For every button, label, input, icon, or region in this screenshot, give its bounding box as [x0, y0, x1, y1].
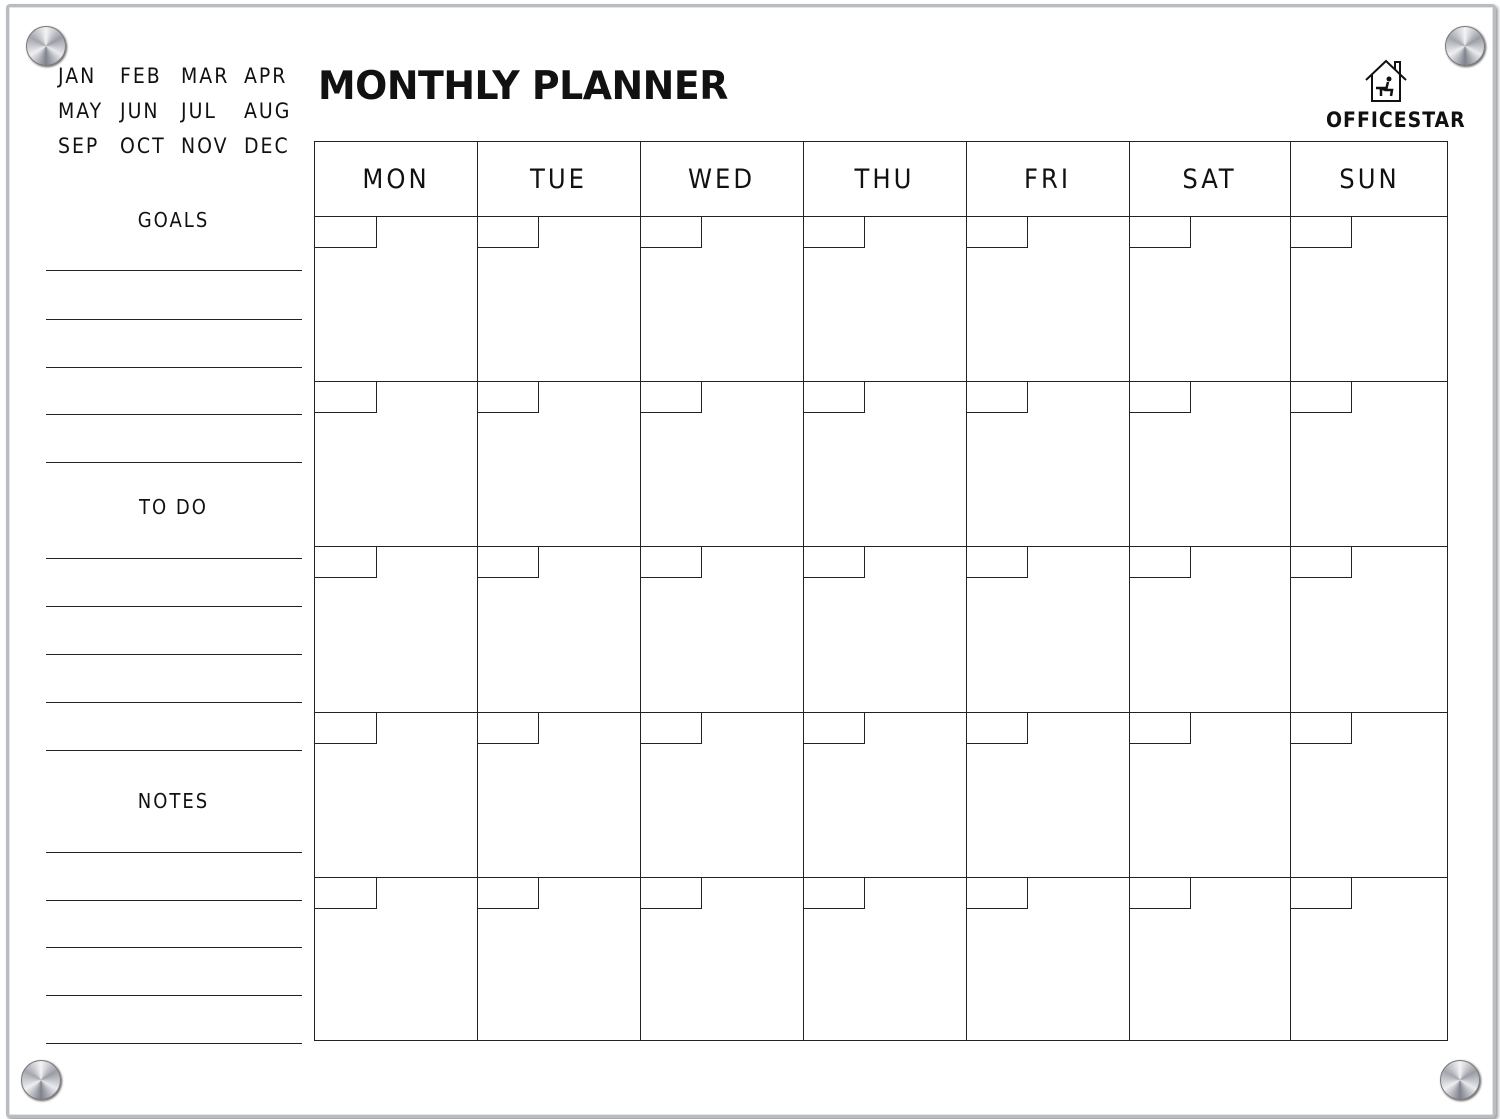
date-box: [1290, 712, 1352, 744]
writing-line: [46, 367, 302, 368]
writing-line: [46, 558, 302, 559]
date-box: [315, 712, 377, 744]
month: OCT: [120, 134, 166, 158]
date-box: [315, 216, 377, 248]
date-box: [803, 381, 865, 413]
day-header-tue: TUE: [530, 163, 587, 195]
month-list: [58, 64, 294, 158]
date-box: [1290, 381, 1352, 413]
date-box: [477, 216, 539, 248]
writing-line: [46, 270, 302, 271]
writing-line: [46, 654, 302, 655]
date-box: [640, 877, 702, 909]
date-box: [315, 877, 377, 909]
month: JUL: [181, 99, 217, 123]
mounting-screw-icon: [21, 1060, 61, 1100]
date-box: [1290, 216, 1352, 248]
writing-line: [46, 995, 302, 996]
month: MAR: [181, 64, 230, 88]
date-box: [803, 216, 865, 248]
date-box: [966, 216, 1028, 248]
month: MAY: [58, 99, 104, 123]
date-box: [966, 712, 1028, 744]
day-header-sun: SUN: [1339, 163, 1400, 195]
date-box: [966, 381, 1028, 413]
brand-logo: [1326, 58, 1466, 132]
goals-heading: GOALS: [137, 208, 210, 232]
writing-line: [46, 606, 302, 607]
mounting-screw-icon: [1440, 1060, 1480, 1100]
date-box: [640, 712, 702, 744]
date-box: [640, 546, 702, 578]
writing-line: [46, 462, 302, 463]
day-header-thu: THU: [854, 163, 915, 195]
month: AUG: [244, 99, 292, 123]
date-box: [1290, 546, 1352, 578]
date-box: [477, 877, 539, 909]
date-box: [1129, 712, 1191, 744]
day-header-mon: MON: [362, 163, 430, 195]
brand-name: OFFICESTAR: [1326, 108, 1466, 132]
date-box: [1129, 877, 1191, 909]
date-box: [803, 877, 865, 909]
date-box: [1129, 381, 1191, 413]
month: NOV: [181, 134, 229, 158]
writing-line: [46, 750, 302, 751]
date-box: [1290, 877, 1352, 909]
writing-line: [46, 414, 302, 415]
notes-heading: NOTES: [137, 789, 210, 813]
day-header-fri: FRI: [1023, 163, 1071, 195]
month: SEP: [58, 134, 100, 158]
writing-line: [46, 852, 302, 853]
todo-heading: TO DO: [139, 495, 208, 519]
date-box: [640, 381, 702, 413]
date-box: [477, 712, 539, 744]
date-box: [640, 216, 702, 248]
date-box: [477, 546, 539, 578]
house-desk-icon: [1362, 58, 1410, 104]
writing-line: [46, 319, 302, 320]
writing-line: [46, 1043, 302, 1044]
writing-line: [46, 947, 302, 948]
date-box: [1129, 546, 1191, 578]
month: JAN: [58, 64, 97, 88]
date-box: [966, 546, 1028, 578]
date-box: [966, 877, 1028, 909]
month: APR: [244, 64, 288, 88]
mounting-screw-icon: [26, 26, 66, 66]
date-box: [803, 712, 865, 744]
month: JUN: [120, 99, 160, 123]
day-header-sat: SAT: [1182, 163, 1237, 195]
calendar-grid: [314, 141, 1448, 1041]
page-title: MONTHLY PLANNER: [318, 64, 728, 109]
writing-line: [46, 900, 302, 901]
date-box: [315, 381, 377, 413]
date-box: [1129, 216, 1191, 248]
date-box: [477, 381, 539, 413]
month: FEB: [120, 64, 162, 88]
mounting-screw-icon: [1445, 26, 1485, 66]
writing-line: [46, 702, 302, 703]
day-header-wed: WED: [687, 163, 756, 195]
date-box: [803, 546, 865, 578]
date-box: [315, 546, 377, 578]
month: DEC: [244, 134, 290, 158]
